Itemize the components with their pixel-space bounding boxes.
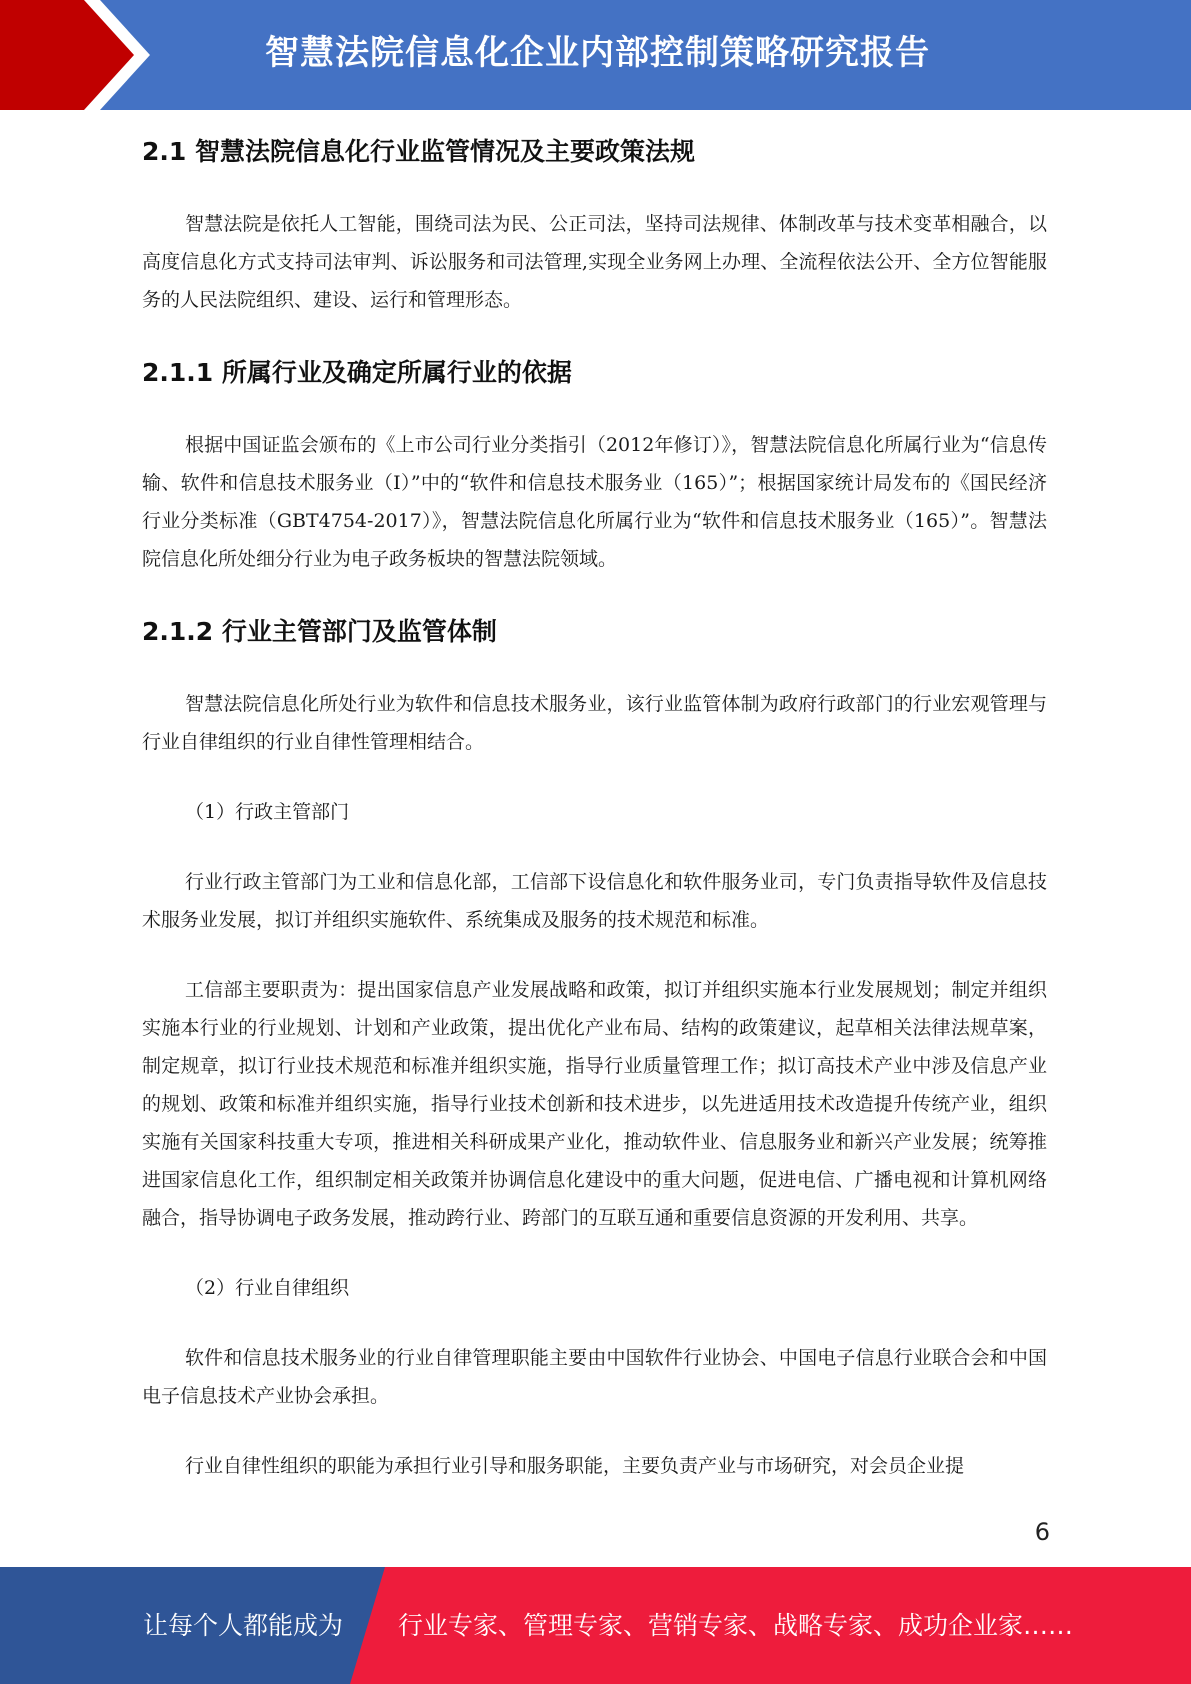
paragraph: 软件和信息技术服务业的行业自律管理职能主要由中国软件行业协会、中国电子信息行业联合会和中国电子信息技术产业协会承担。 [142, 1347, 1047, 1407]
subheading-administrative-department: （1）行政主管部门 [185, 801, 350, 823]
page-number: 6 [1034, 1518, 1050, 1546]
paragraph: 智慧法院是依托人工智能，围绕司法为民、公正司法，坚持司法规律、体制改革与技术变革相融合，以高度信息化方式支持司法审判、诉讼服务和司法管理,实现全业务网上办理、全流程依法公开、全方位智能服务的人民法院组织、建设、运行和管理形态。 [142, 213, 1047, 311]
section-heading-2-1-1: 2.1.1 所属行业及确定所属行业的依据 [142, 358, 572, 387]
report-content [142, 118, 1047, 1485]
page-footer [0, 1567, 1191, 1684]
subheading-self-regulatory-organization: （2）行业自律组织 [185, 1277, 350, 1299]
header-arrow-decoration [0, 0, 160, 110]
paragraph: 智慧法院信息化所处行业为软件和信息技术服务业，该行业监管体制为政府行政部门的行业宏观管理与行业自律组织的行业自律性管理相结合。 [142, 693, 1047, 753]
section-heading-2-1-2: 2.1.2 行业主管部门及监管体制 [142, 617, 497, 646]
paragraph: 行业行政主管部门为工业和信息化部，工信部下设信息化和软件服务业司，专门负责指导软件及信息技术服务业发展，拟订并组织实施软件、系统集成及服务的技术规范和标准。 [142, 871, 1047, 931]
header-title: 智慧法院信息化企业内部控制策略研究报告 [265, 33, 930, 73]
paragraph: 根据中国证监会颁布的《上市公司行业分类指引（2012年修订）》，智慧法院信息化所属行业为“信息传输、软件和信息技术服务业（I）”中的“软件和信息技术服务业（165）”；根据国家统计局发布的《国民经济行业分类标准（GBT4754-2017）》，智慧法院信息化所属行业为“软件和信息技术服务业（165）”。智慧法院信息化所处细分行业为电子政务板块的智慧法院领域。 [142, 434, 1047, 570]
paragraph: 行业自律性组织的职能为承担行业引导和服务职能，主要负责产业与市场研究，对会员企业提 [185, 1455, 965, 1477]
footer-slogan-left: 让每个人都能成为 [143, 1611, 344, 1640]
section-heading-2-1: 2.1 智慧法院信息化行业监管情况及主要政策法规 [142, 137, 695, 166]
paragraph: 工信部主要职责为：提出国家信息产业发展战略和政策，拟订并组织实施本行业发展规划；制定并组织实施本行业的行业规划、计划和产业政策，提出优化产业布局、结构的政策建议，起草相关法律法规草案，制定规章，拟订行业技术规范和标准并组织实施，指导行业质量管理工作；拟订高技术产业中涉及信息产业的规划、政策和标准并组织实施，指导行业技术创新和技术进步，以先进适用技术改造提升传统产业，组织实施有关国家科技重大专项，推进相关科研成果产业化，推动软件业、信息服务业和新兴产业发展；统筹推进国家信息化工作，组织制定相关政策并协调信息化建设中的重大问题，促进电信、广播电视和计算机网络融合，指导协调电子政务发展，推动跨行业、跨部门的互联互通和重要信息资源的开发利用、共享。 [142, 979, 1047, 1229]
page-header [0, 0, 1191, 110]
footer-slogan-right: 行业专家、管理专家、营销专家、战略专家、成功企业家…… [398, 1611, 1074, 1640]
